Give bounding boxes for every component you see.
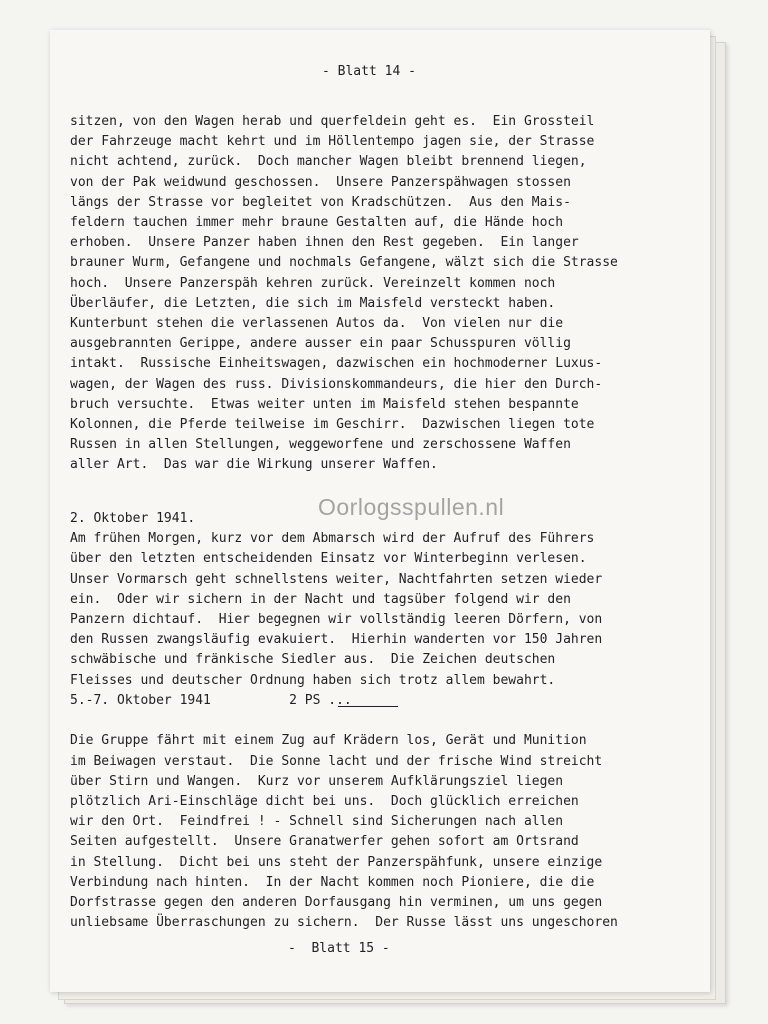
watermark-logo: Oorlogsspullen.nl [318,494,505,520]
page-header: - Blatt 14 - [322,64,416,79]
paragraph-2: 2. Oktober 1941. Am frühen Morgen, kurz vor dem Abmarsch wird der Aufruf des Führers über den letzten entscheidenden Einsatz vor Winterbeginn verlesen. Unser Vormarsch geht schnellstens weiter, Nachtfahrten setzen wieder ein. Oder wir sichern in der Nacht und tagsüber folgend wir den Panzern dichtauf. Hier begegnen wir vollständig leeren Dörfern, von den Russen zwangsläufig evakuiert. Hierhin wanderten vor 150 Jahren schwäbische und fränkische Siedler aus. Die Zeichen deutschen Fleisses und deutscher Ordnung haben sich trotz allem bewahrt. [70,511,603,688]
page-footer: - Blatt 15 - [288,941,390,956]
paragraph-1: sitzen, von den Wagen herab und querfeldein geht es. Ein Grossteil der Fahrzeuge macht kehrt und im Höllentempo jagen sie, der Strasse nicht achtend, zurück. Doch mancher Wagen bleibt brennend liegen, von der Pak weidwund geschossen. Unsere Panzerspähwagen stossen längs der Strasse vor begleitet von Kradschützen. Aus den Mais- feldern tauchen immer mehr braune Gestalten auf, die Hände hoch erhoben. Unsere Panzer haben ihnen den Rest gegeben. Ein langer brauner Wurm, Gefangene und nochmals Gefangene, wälzt sich die Strasse hoch. Unsere Panzerspäh kehren zurück. Vereinzelt kommen noch Überläufer, die Letzten, die sich im Maisfeld versteckt haben. Kunterbunt stehen die verlassenen Autos da. Von vielen nur die ausgebrannten Gerippe, andere ausser ein paar Schusspuren völlig intakt. Russische Einheitswagen, dazwischen ein hochmoderner Luxus- wagen, der Wagen des russ. Divisionskommandeurs, die hier den Durch- bruch versuchte. Etwas weiter unten im Maisfeld stehen bespannte Kolonnen, die Pferde teilweise im Geschirr. Dazwischen liegen tote Russen in allen Stellungen, weggeworfene und zerschossene Waffen aller Art. Das war die Wirkung unserer Waffen. [70,114,618,473]
underline-rule [338,706,398,707]
paragraph-3: 5.-7. Oktober 1941 2 PS ... Die Gruppe fährt mit einem Zug auf Krädern los, Gerät und Munition im Beiwagen verstaut. Die Sonne lacht und der frische Wind streicht über Stirn und Wangen. Kurz vor unserem Aufklärungsziel liegen plötzlich Ari-Einschläge dicht bei uns. Doch glücklich erreichen wir den Ort. Feindfrei ! - Schnell sind Sicherungen nach allen Seiten aufgestellt. Unsere Granatwerfer gehen sofort am Ortsrand in Stellung. Dicht bei uns steht der Panzerspähfunk, unsere einzige Verbindung nach hinten. In der Nacht kommen noch Pioniere, die die Dorfstrasse gegen den anderen Dorfausgang hin verminen, um uns gegen unliebsame Überraschungen zu sichern. Der Russe lässt uns ungeschoren [70,693,618,931]
